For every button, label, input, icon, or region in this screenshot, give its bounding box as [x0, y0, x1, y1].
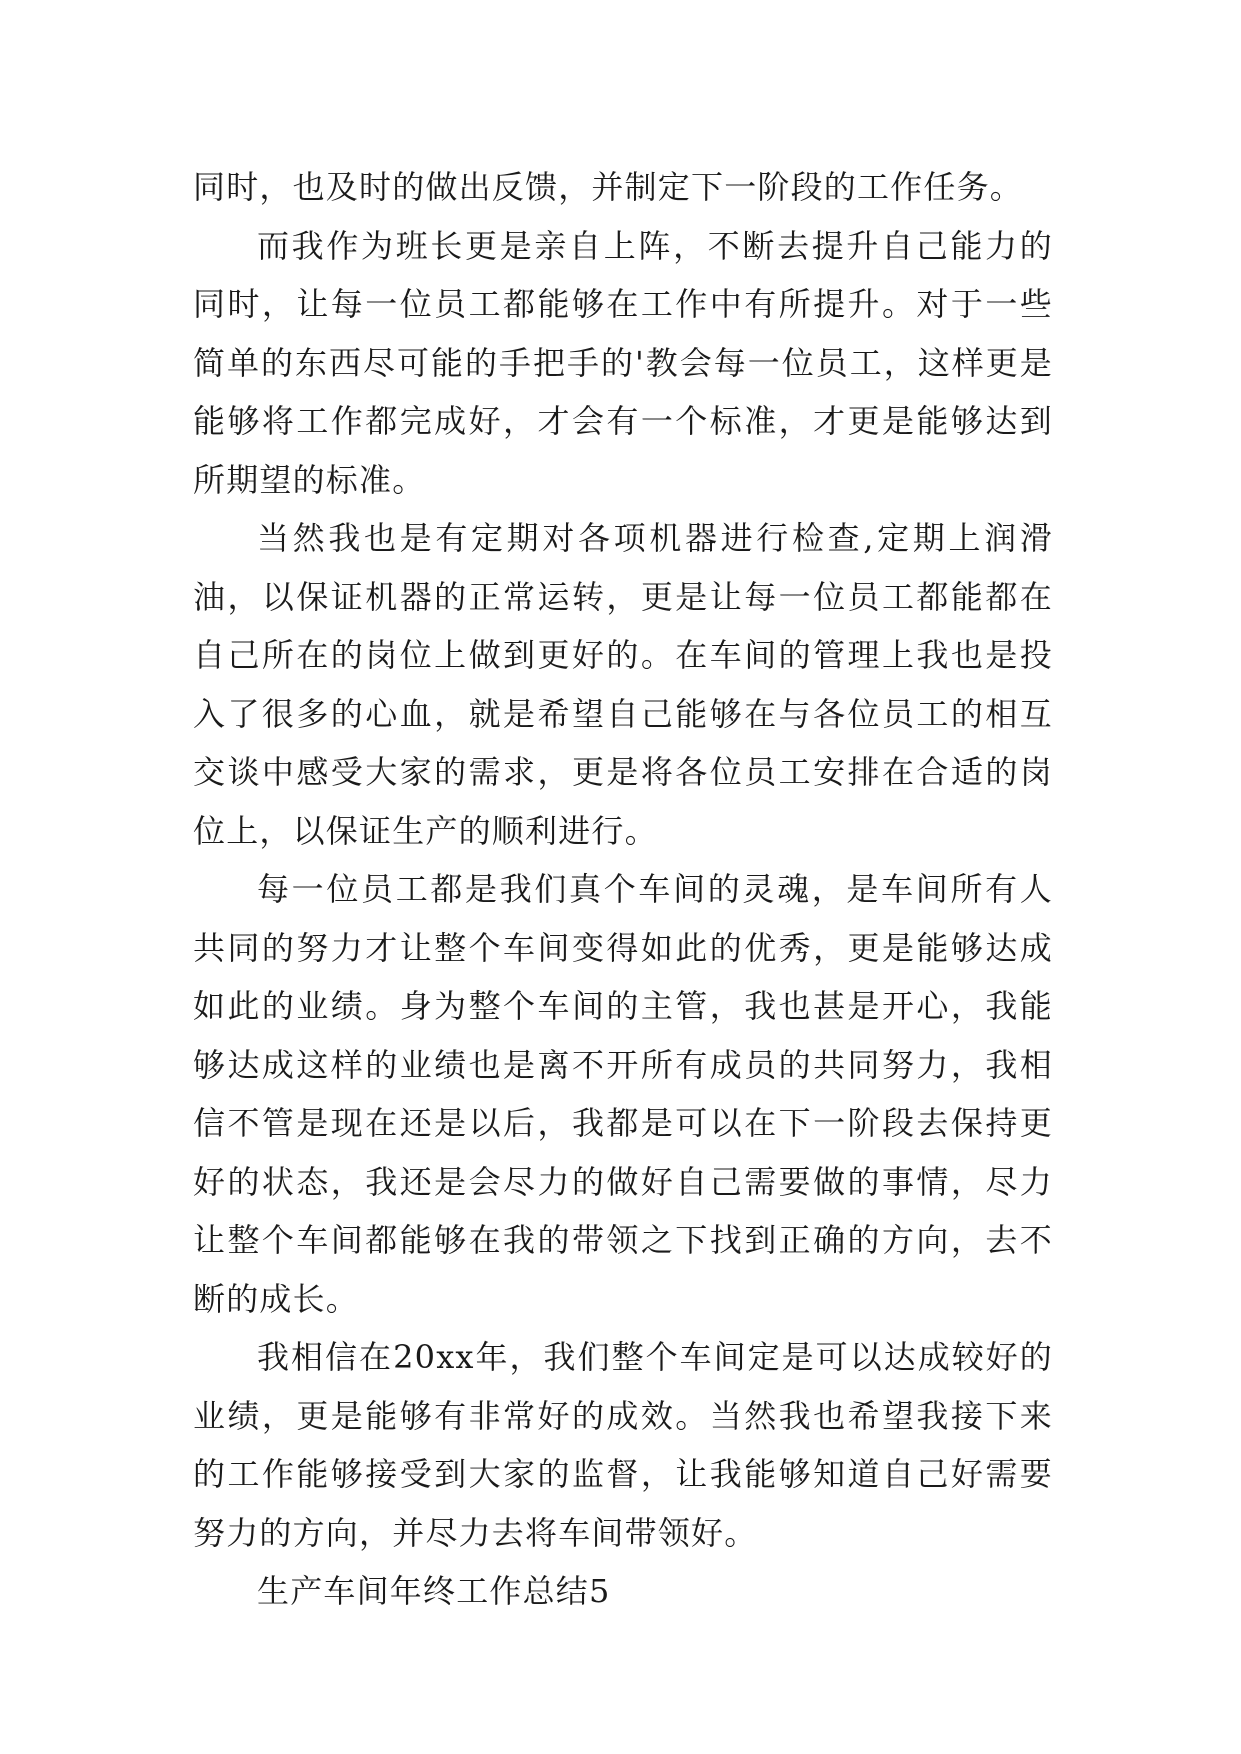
paragraph-3: 当然我也是有定期对各项机器进行检查,定期上润滑油，以保证机器的正常运转，更是让每一位员工都能都在自己所在的岗位上做到更好的。在车间的管理上我也是投入了很多的心血，就是希望自己能够在与各位员工的相互交谈中感受大家的需求，更是将各位员工安排在合适的岗位上，以保证生产的顺利进行。 [193, 519, 1053, 850]
section-heading: 生产车间年终工作总结5 [257, 1572, 611, 1610]
paragraph-2: 而我作为班长更是亲自上阵，不断去提升自己能力的同时，让每一位员工都能够在工作中有所提升。对于一些简单的东西尽可能的手把手的'教会每一位员工，这样更是能够将工作都完成好，才会有一个标准，才更是能够达到所期望的标准。 [193, 226, 1053, 499]
paragraph-1-continuation: 同时，也及时的做出反馈，并制定下一阶段的工作任务。 [193, 168, 1024, 206]
document-body [193, 158, 1053, 1621]
paragraph-4: 每一位员工都是我们真个车间的灵魂，是车间所有人共同的努力才让整个车间变得如此的优秀，更是能够达成如此的业绩。身为整个车间的主管，我也甚是开心，我能够达成这样的业绩也是离不开所有成员的共同努力，我相信不管是现在还是以后，我都是可以在下一阶段去保持更好的状态，我还是会尽力的做好自己需要做的事情，尽力让整个车间都能够在我的带领之下找到正确的方向，去不断的成长。 [193, 870, 1053, 1318]
paragraph-5: 我相信在20xx年，我们整个车间定是可以达成较好的业绩，更是能够有非常好的成效。当然我也希望我接下来的工作能够接受到大家的监督，让我能够知道自己好需要努力的方向，并尽力去将车间带领好。 [193, 1338, 1053, 1552]
